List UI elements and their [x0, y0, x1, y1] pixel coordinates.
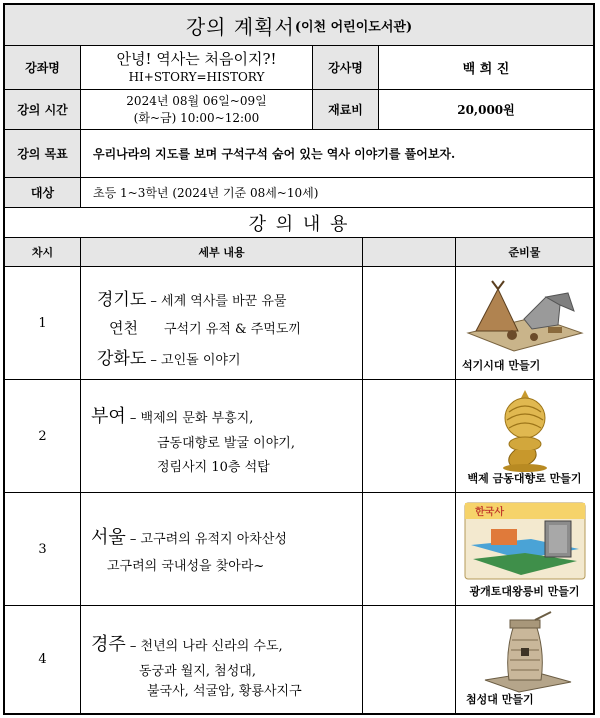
goal-row	[5, 130, 593, 178]
session-detail	[81, 267, 363, 379]
fee-value: 20,000원	[457, 103, 515, 117]
course-row	[5, 46, 593, 90]
detail-line	[91, 630, 283, 656]
session-detail	[81, 493, 363, 605]
session-number: 1	[5, 267, 81, 379]
section-title-row	[5, 208, 593, 238]
material-caption: 첨성대 만들기	[466, 693, 534, 706]
detail-line	[157, 456, 270, 475]
detail-text: – 천년의 나라 신라의 수도,	[125, 639, 283, 654]
fee-label: 재료비	[313, 90, 379, 129]
incense-burner-model-image	[485, 386, 565, 474]
empty-cell	[363, 267, 456, 379]
empty-cell	[363, 380, 456, 492]
session-row	[5, 493, 593, 606]
session-material	[456, 606, 593, 713]
material-caption: 광개토대왕릉비 만들기	[469, 585, 580, 598]
section-title: 강 의 내 용	[248, 213, 350, 235]
detail-line	[97, 285, 286, 310]
session-number: 2	[5, 380, 81, 492]
cheomseongdae-model-image	[475, 610, 575, 694]
course-title-line1: 안녕! 역사는 처음이지?!	[116, 49, 277, 68]
column-header-row	[5, 238, 593, 267]
page-title	[5, 5, 593, 45]
detail-text: 고구려의 국내성을 찾아라~	[107, 559, 265, 574]
empty-cell	[363, 493, 456, 605]
goal-label: 강의 목표	[5, 130, 81, 177]
place-name: 부여	[91, 406, 126, 427]
session-material	[456, 493, 593, 605]
session-row	[5, 267, 593, 380]
session-row	[5, 606, 593, 713]
session-detail	[81, 606, 363, 713]
document-title: 강의 계획서	[185, 14, 295, 39]
time-row	[5, 90, 593, 130]
material-caption: 백제 금동대향로 만들기	[467, 472, 582, 485]
place-name: 경주	[91, 634, 126, 655]
course-title-line2: HI+STORY=HISTORY	[128, 69, 265, 84]
col-empty-header	[363, 238, 456, 266]
time-value	[81, 90, 313, 129]
detail-line	[139, 660, 256, 679]
course-title	[81, 46, 313, 89]
instructor-label: 강사명	[313, 46, 379, 89]
detail-text: – 백제의 문화 부흥지,	[125, 411, 254, 426]
detail-line	[109, 317, 301, 338]
session-row	[5, 380, 593, 493]
detail-text: – 고구려의 유적지 아차산성	[125, 532, 287, 547]
empty-cell	[363, 606, 456, 713]
goal-text: 우리나라의 지도를 보며 구석구석 숨어 있는 역사 이야기를 풀어보자.	[93, 147, 456, 161]
place-name: 강화도	[97, 349, 147, 369]
instructor-name: 백 희 진	[462, 62, 510, 77]
detail-text: 정림사지 10층 석탑	[157, 460, 270, 475]
detail-text: – 고인돌 이야기	[146, 353, 241, 368]
box-label: 한국사	[474, 507, 504, 518]
detail-text: 구석기 유적 & 주먹도끼	[163, 322, 301, 337]
target-row	[5, 178, 593, 208]
stele-model-image	[461, 499, 589, 583]
detail-text: 불국사, 석굴암, 황룡사지구	[147, 684, 302, 699]
session-number: 4	[5, 606, 81, 713]
place-name: 경기도	[97, 290, 147, 310]
target-text: 초등 1~3학년 (2024년 기준 08세~10세)	[93, 186, 319, 200]
session-material	[456, 380, 593, 492]
lecture-plan-document	[3, 3, 595, 715]
place-name: 연천	[109, 319, 138, 337]
time-line1: 2024년 08월 06일~09일	[126, 93, 267, 108]
document-subtitle: (이천 어린이도서관)	[294, 19, 413, 35]
detail-text: – 세계 역사를 바꾼 유물	[146, 294, 287, 309]
detail-text: 금동대향로 발굴 이야기,	[157, 436, 295, 451]
course-label: 강좌명	[5, 46, 81, 89]
col-session-header: 차시	[5, 238, 81, 266]
time-label: 강의 시간	[5, 90, 81, 129]
target-label: 대상	[5, 178, 81, 207]
time-line2: (화~금) 10:00~12:00	[133, 110, 260, 125]
material-caption: 석기시대 만들기	[462, 359, 541, 372]
session-number: 3	[5, 493, 81, 605]
col-detail-header: 세부 내용	[81, 238, 363, 266]
col-materials-header: 준비물	[508, 246, 541, 259]
detail-line	[91, 402, 253, 428]
title-row	[5, 5, 593, 46]
detail-text: 동궁과 월지, 첨성대,	[139, 664, 256, 679]
session-material	[456, 267, 593, 379]
detail-line	[107, 555, 264, 574]
detail-line	[91, 523, 287, 549]
place-name: 서울	[91, 527, 126, 548]
detail-line	[97, 344, 241, 369]
stone-age-model-image	[462, 275, 588, 355]
session-detail	[81, 380, 363, 492]
detail-line	[147, 680, 302, 699]
detail-line	[157, 432, 295, 451]
